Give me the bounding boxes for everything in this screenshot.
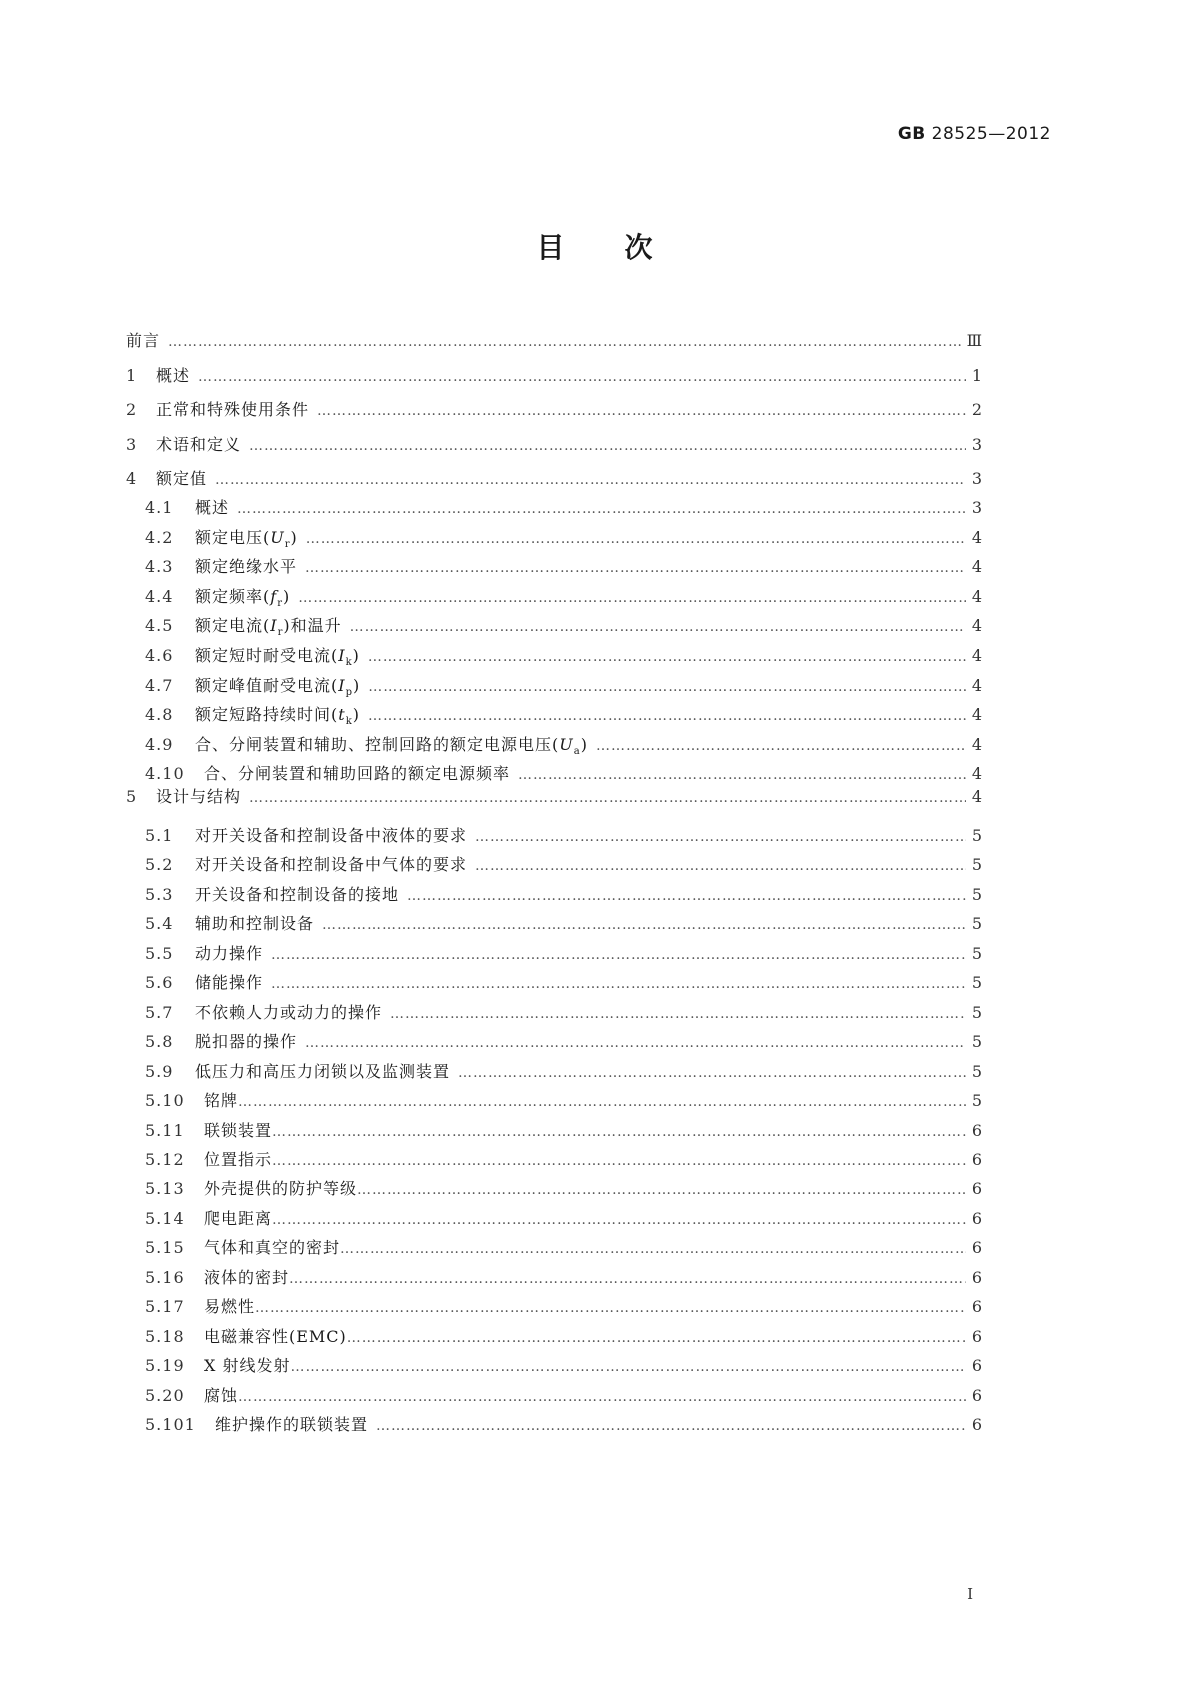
toc-dot-leader (322, 913, 966, 937)
toc-entry[interactable] (145, 733, 982, 757)
toc-dot-leader (350, 615, 966, 639)
toc-entry-title: 动力操作 (195, 943, 264, 963)
page-title (0, 226, 1191, 266)
toc-entry-page: 6 (971, 1149, 982, 1169)
toc-entry[interactable] (126, 467, 982, 491)
toc-entry-number: 4.7 (145, 675, 174, 695)
toc-entry[interactable] (145, 1266, 982, 1290)
toc-entry-number: 5.17 (145, 1297, 185, 1317)
toc-entry-number: 5.19 (145, 1356, 185, 1376)
toc-entry-page: 5 (971, 884, 982, 904)
toc-dot-leader (289, 1267, 966, 1291)
toc-entry-number: 5.13 (145, 1179, 185, 1199)
toc-entry-number: 5.4 (145, 914, 174, 934)
toc-entry-title: X 射线发射 (204, 1356, 291, 1376)
toc-entry-page: 5 (971, 826, 982, 845)
toc-dot-leader (347, 1326, 966, 1350)
toc-dot-leader (340, 1237, 966, 1261)
toc-entry-title: 额定峰值耐受电流$(I_p)$ (195, 675, 361, 698)
toc-entry-page: 6 (971, 1208, 982, 1228)
toc-entry-number: 5.5 (145, 943, 174, 963)
page-number: I (967, 1585, 973, 1603)
page-title-right: 次 (624, 231, 655, 264)
toc-entry-title: 额定绝缘水平 (195, 557, 298, 577)
toc-entry-title: 额定频率$(f_r)$ (195, 586, 291, 609)
toc-dot-leader (272, 1208, 966, 1232)
toc-entry-title: 合、分闸装置和辅助、控制回路的额定电源电压$(U_a)$ (195, 734, 588, 757)
toc-entry-title: 液体的密封 (204, 1267, 290, 1287)
toc-entry[interactable] (145, 1325, 982, 1349)
toc-entry[interactable] (145, 1354, 982, 1378)
toc-entry[interactable] (145, 1295, 982, 1319)
toc-dot-leader (168, 330, 961, 354)
toc-entry[interactable] (145, 644, 982, 668)
toc-entry[interactable] (145, 1384, 982, 1408)
toc-dot-leader (390, 1002, 966, 1026)
toc-entry-title: 额定短时耐受电流$(I_k)$ (195, 646, 360, 669)
toc-dot-leader (475, 825, 966, 849)
toc-entry-title: 概述 (156, 365, 191, 385)
toc-entry-page: 4 (971, 734, 982, 754)
toc-entry-page: 3 (971, 498, 982, 517)
toc-entry[interactable] (145, 853, 982, 877)
toc-entry-page: 6 (971, 1120, 982, 1140)
toc-dot-leader (215, 468, 966, 492)
toc-entry-title: 术语和定义 (156, 434, 242, 454)
toc-entry-page: 6 (971, 1179, 982, 1199)
toc-entry-page: 4 (971, 705, 982, 725)
toc-entry[interactable] (145, 555, 982, 579)
toc-dot-leader (272, 1149, 966, 1173)
toc-dot-leader (458, 1061, 966, 1085)
toc-entry-title: 脱扣器的操作 (195, 1032, 298, 1052)
toc-entry-page: 6 (971, 1326, 982, 1346)
toc-dot-leader (290, 1355, 965, 1379)
standard-number (898, 124, 1051, 144)
toc-entry[interactable] (126, 398, 982, 422)
toc-entry-number: 3 (126, 434, 138, 454)
toc-dot-leader (376, 1414, 966, 1438)
toc-dot-leader (237, 497, 966, 521)
toc-entry-title: 设计与结构 (156, 787, 242, 806)
toc-entry[interactable] (145, 942, 982, 966)
toc-entry[interactable] (145, 912, 982, 936)
toc-entry-page: 4 (971, 527, 982, 547)
toc-entry-title: 概述 (195, 498, 230, 517)
toc-entry-page: 1 (971, 365, 982, 385)
toc-entry[interactable] (145, 674, 982, 698)
toc-entry-number: 4.4 (145, 586, 174, 606)
toc-entry-title: 外壳提供的防护等级 (204, 1179, 358, 1199)
toc-entry-number: 4 (126, 469, 138, 488)
page-title-left: 目 (536, 231, 567, 264)
toc-entry[interactable] (145, 1207, 982, 1231)
toc-entry-page: 5 (971, 973, 982, 993)
toc-dot-leader (238, 1090, 966, 1114)
toc-entry-number: 4.9 (145, 734, 174, 754)
toc-dot-leader (255, 1296, 966, 1320)
toc-entry[interactable] (145, 585, 982, 609)
toc-entry[interactable] (145, 1413, 982, 1437)
toc-entry[interactable] (145, 1119, 982, 1143)
toc-dot-leader (298, 586, 966, 610)
toc-dot-leader (271, 943, 966, 967)
toc-dot-leader (368, 675, 966, 699)
toc-entry-title: 位置指示 (204, 1149, 273, 1169)
toc-entry-number: 5.8 (145, 1032, 174, 1052)
toc-entry-number: 5.15 (145, 1238, 185, 1258)
toc-entry-title: 铭牌 (204, 1091, 239, 1111)
toc-entry-page: 6 (971, 1238, 982, 1258)
toc-entry[interactable] (145, 496, 982, 520)
toc-entry-number: 4.10 (145, 764, 185, 784)
toc-entry[interactable] (145, 1089, 982, 1113)
toc-entry-number: 4.6 (145, 646, 174, 665)
toc-entry-title: 对开关设备和控制设备中液体的要求 (195, 826, 468, 845)
toc-dot-leader (305, 1031, 966, 1055)
toc-entry-page: 4 (971, 616, 982, 636)
toc-entry[interactable] (145, 526, 982, 550)
toc-entry-number: 5.3 (145, 884, 174, 904)
toc-entry-number: 5.1 (145, 826, 174, 845)
toc-entry-page: 5 (971, 1061, 982, 1081)
toc-entry-title: 额定电流$(I_r)$和温升 (195, 616, 342, 639)
toc-entry-page: 2 (971, 400, 982, 419)
toc-entry[interactable] (145, 614, 982, 638)
toc-entry-page: 4 (971, 675, 982, 695)
toc-entry[interactable] (145, 971, 982, 995)
toc-entry-title: 额定值 (156, 469, 208, 488)
toc-entry-title: 维护操作的联锁装置 (215, 1415, 369, 1434)
toc-entry-page: 5 (971, 855, 982, 875)
toc-entry-title: 低压力和高压力闭锁以及监测装置 (195, 1061, 451, 1081)
toc-entry-page: 3 (971, 469, 982, 488)
toc-entry-number: 5.16 (145, 1267, 185, 1287)
toc-entry[interactable] (145, 1148, 982, 1172)
toc-entry-page: 6 (971, 1385, 982, 1405)
standard-code: 28525—2012 (931, 124, 1051, 144)
toc-entry[interactable] (126, 433, 982, 457)
toc-entry-number: 5 (126, 787, 138, 806)
toc-dot-leader (306, 527, 966, 551)
toc-entry-page: 4 (971, 646, 982, 665)
toc-dot-leader (249, 786, 966, 810)
toc-entry-title: 易燃性 (204, 1297, 256, 1317)
toc-dot-leader (475, 854, 966, 878)
toc-entry[interactable] (126, 329, 982, 353)
toc-entry-title: 电磁兼容性(EMC) (204, 1326, 347, 1346)
toc-entry-number: 4.1 (145, 498, 174, 517)
toc-entry-page: 4 (971, 557, 982, 577)
toc-dot-leader (271, 972, 966, 996)
toc-entry-number: 4.2 (145, 527, 174, 547)
toc-entry-page: 6 (971, 1267, 982, 1287)
toc-entry-number: 5.10 (145, 1091, 185, 1111)
toc-dot-leader (317, 399, 966, 423)
toc-entry-number: 2 (126, 400, 138, 419)
toc-entry-number: 5.14 (145, 1208, 185, 1228)
toc-entry[interactable] (145, 703, 982, 727)
toc-entry[interactable] (145, 1060, 982, 1084)
toc-entry-number: 4.5 (145, 616, 174, 636)
toc-entry-number: 5.18 (145, 1326, 185, 1346)
standard-prefix: GB (897, 124, 926, 144)
toc-entry-title: 腐蚀 (204, 1385, 239, 1405)
toc-entry-number: 5.7 (145, 1002, 174, 1022)
toc-entry-page: 4 (971, 586, 982, 606)
toc-entry-page: 6 (971, 1415, 982, 1434)
toc-dot-leader (518, 763, 966, 787)
toc-entry-number: 1 (126, 365, 138, 385)
toc-entry-number: 4.3 (145, 557, 174, 577)
toc-entry-page: 6 (971, 1297, 982, 1317)
toc-entry[interactable] (145, 1177, 982, 1201)
toc-entry-title: 额定电压$(U_r)$ (195, 527, 298, 550)
toc-dot-leader (368, 704, 966, 728)
toc-dot-leader (238, 1385, 966, 1409)
toc-dot-leader (249, 434, 966, 458)
toc-entry-title: 联锁装置 (204, 1120, 273, 1140)
toc-dot-leader (198, 365, 966, 389)
toc-entry-title: 气体和真空的密封 (204, 1238, 341, 1258)
toc-entry-page: 6 (971, 1356, 982, 1376)
toc-entry-title: 额定短路持续时间$(t_k)$ (195, 705, 361, 728)
toc-entry-number: 5.11 (145, 1120, 185, 1140)
toc-entry-page: 5 (971, 914, 982, 934)
toc-entry-title: 爬电距离 (204, 1208, 273, 1228)
toc-entry-page: 5 (971, 1002, 982, 1022)
toc-entry-title: 储能操作 (195, 973, 264, 993)
toc-dot-leader (368, 645, 966, 669)
toc-entry[interactable] (126, 785, 982, 809)
toc-entry-title: 合、分闸装置和辅助回路的额定电源频率 (204, 764, 511, 784)
toc-entry-page: 5 (971, 1032, 982, 1052)
toc-entry[interactable] (145, 1030, 982, 1054)
toc-entry-number: 4.8 (145, 705, 174, 725)
toc-entry-page: 4 (971, 787, 982, 806)
toc-entry-number: 5.6 (145, 973, 174, 993)
toc-entry-page: 5 (971, 1091, 982, 1111)
toc-entry-number: 5.9 (145, 1061, 174, 1081)
toc-dot-leader (596, 734, 966, 758)
toc-entry[interactable] (145, 824, 982, 848)
toc-entry[interactable] (126, 364, 982, 388)
toc-entry-page: Ⅲ (966, 331, 982, 350)
toc-entry-title: 正常和特殊使用条件 (156, 400, 310, 419)
toc-dot-leader (407, 884, 966, 908)
toc-entry[interactable] (145, 1001, 982, 1025)
toc-entry-title: 前言 (126, 331, 161, 350)
toc-entry-title: 辅助和控制设备 (195, 914, 315, 934)
toc-entry-number: 5.101 (145, 1415, 196, 1434)
toc-entry-number: 5.20 (145, 1385, 185, 1405)
toc-entry-page: 3 (971, 434, 982, 454)
toc-entry-page: 4 (971, 764, 982, 784)
toc-entry-title: 开关设备和控制设备的接地 (195, 884, 400, 904)
toc-dot-leader (357, 1178, 966, 1202)
toc-entry[interactable] (145, 1236, 982, 1260)
toc-dot-leader (305, 556, 966, 580)
toc-entry-number: 5.2 (145, 855, 174, 875)
toc-entry-page: 5 (971, 943, 982, 963)
toc-entry-title: 不依赖人力或动力的操作 (195, 1002, 383, 1022)
toc-entry-title: 对开关设备和控制设备中气体的要求 (195, 855, 468, 875)
toc-entry[interactable] (145, 762, 982, 786)
toc-dot-leader (272, 1120, 966, 1144)
toc-entry-number: 5.12 (145, 1149, 185, 1169)
toc-entry[interactable] (145, 883, 982, 907)
